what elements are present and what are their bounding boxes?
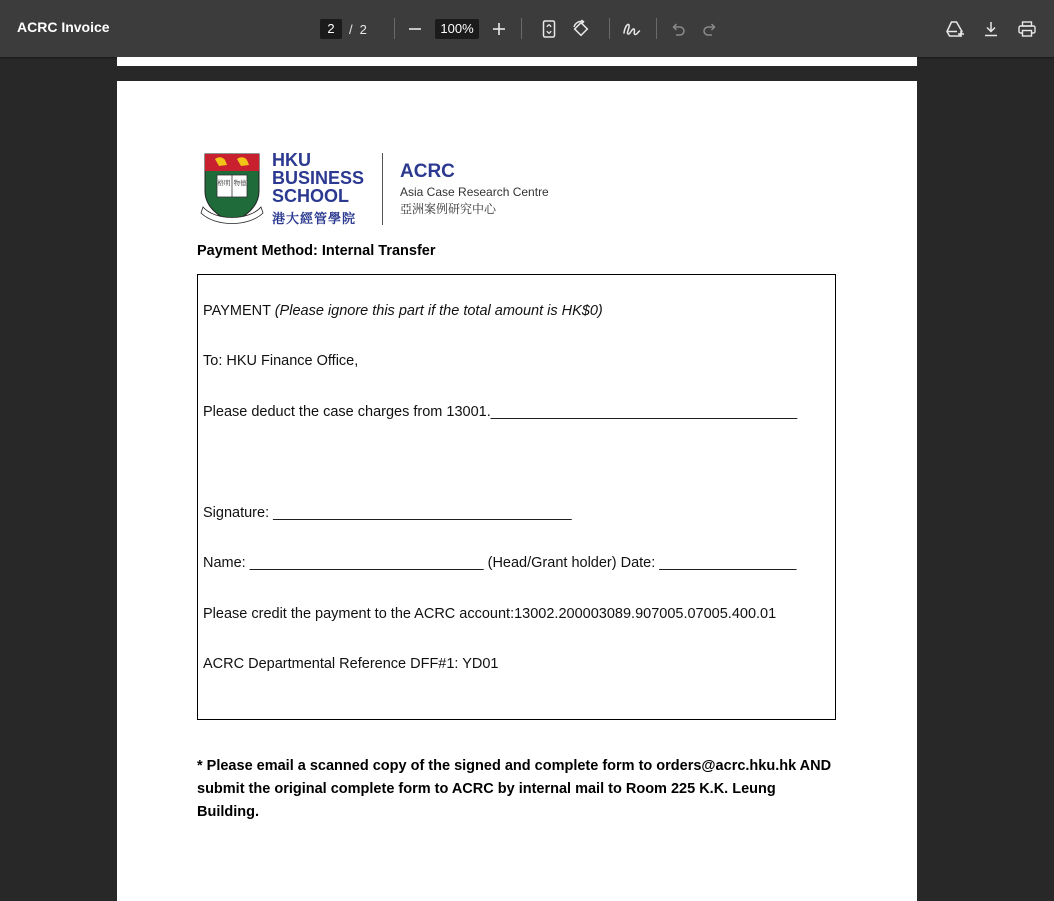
zoom-out-button[interactable] [403,17,427,41]
submission-instructions: * Please email a scanned copy of the signed and complete form to orders@acrc.hku.hk AND submit the original complete form to ACRC by internal mail to Room 225 K.K. Leung Building. [197,758,832,820]
signature-line: Signature: _____________________________________ [203,505,572,521]
previous-page-edge [117,57,917,66]
hku-wordmark-line: SCHOOL [272,186,350,206]
hku-wordmark-line: HKU [272,150,311,170]
payment-form-box [197,274,836,720]
payment-method-heading: Payment Method: Internal Transfer [197,243,436,259]
download-button[interactable] [979,17,1003,41]
undo-button[interactable] [666,17,690,41]
plus-icon [492,22,506,36]
pdf-toolbar [0,0,1054,57]
fit-page-icon [541,20,557,38]
document-page [117,81,917,901]
acrc-chinese-name: 亞洲案例研究中心 [400,202,497,216]
department-reference-line: ACRC Departmental Reference DFF#1: YD01 [203,656,499,672]
redo-icon [702,22,718,36]
undo-icon [670,22,686,36]
toolbar-divider [656,18,657,39]
payment-line [203,303,603,319]
page-number-input[interactable]: 2 [320,19,342,39]
document-title: ACRC Invoice [17,19,110,35]
to-line: To: HKU Finance Office, [203,353,359,369]
minus-icon [408,22,422,36]
payment-note: (Please ignore this part if the total amount is HK$0) [274,303,603,319]
hku-chinese-name: 港大經管學院 [272,212,357,227]
deduct-line: Please deduct the case charges from 13001.______________________________________ [203,404,798,420]
save-to-drive-icon [945,20,965,38]
logo-divider [382,153,383,225]
toolbar-divider [394,18,395,39]
save-to-drive-button[interactable] [943,17,967,41]
acrc-full-name: Asia Case Research Centre [400,185,549,199]
credit-account-line: Please credit the payment to the ACRC account:13002.200003089.907005.07005.400.01 [203,606,777,622]
page-total: 2 [359,21,367,37]
rotate-button[interactable] [569,17,593,41]
redo-button[interactable] [698,17,722,41]
download-icon [983,21,999,37]
hku-wordmark-line: BUSINESS [272,168,365,188]
zoom-level-input[interactable]: 100% [435,19,479,39]
svg-text:物德: 物德 [233,179,247,187]
print-icon [1018,21,1036,37]
draw-button[interactable] [620,17,644,41]
svg-text:格明: 格明 [217,179,231,187]
toolbar-divider [521,18,522,39]
print-button[interactable] [1015,17,1039,41]
hku-business-school-wordmark [272,151,364,205]
payment-label: PAYMENT [203,303,275,319]
zoom-in-button[interactable] [487,17,511,41]
acrc-acronym: ACRC [400,161,455,182]
toolbar-divider [609,18,610,39]
hku-acrc-logo [197,148,567,228]
rotate-icon [571,19,591,39]
hku-crest-icon [197,151,267,227]
page-separator: / [349,21,353,37]
fit-to-page-button[interactable] [537,17,561,41]
page-navigator [320,18,367,40]
name-date-line: Name: _____________________________ (Head/Grant holder) Date: _________________ [203,555,797,571]
draw-icon [622,20,642,38]
